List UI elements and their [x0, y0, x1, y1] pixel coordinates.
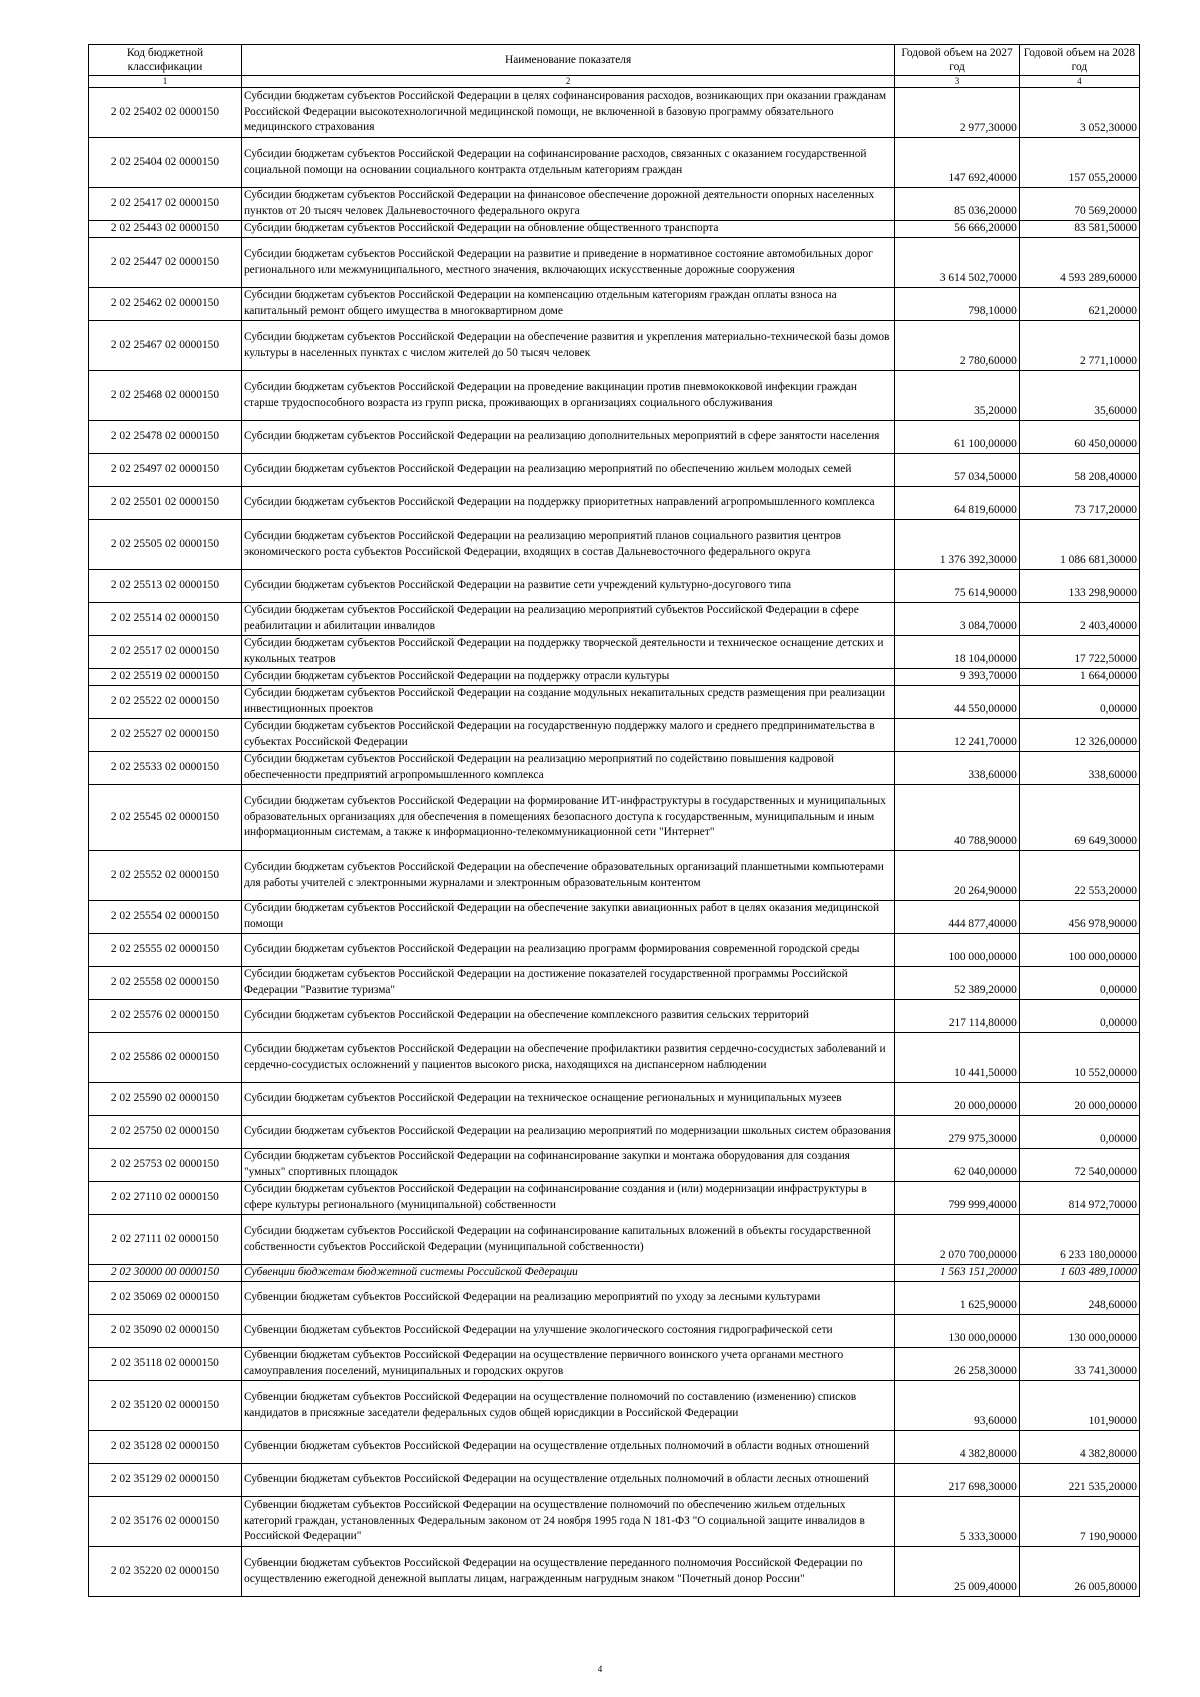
value-2027: 798,10000	[895, 288, 1020, 321]
indicator-name: Субвенции бюджетам субъектов Российской Федерации на улучшение экологического состояния гидрографической сети	[241, 1315, 894, 1348]
header-name: Наименование показателя	[241, 45, 894, 76]
budget-code: 2 02 25753 02 0000150	[89, 1149, 242, 1182]
budget-code: 2 02 30000 00 0000150	[89, 1265, 242, 1282]
value-2028: 10 552,00000	[1019, 1033, 1139, 1083]
value-2028: 73 717,20000	[1019, 487, 1139, 520]
column-number: 4	[1019, 76, 1139, 88]
budget-code: 2 02 25467 02 0000150	[89, 321, 242, 371]
table-row	[89, 1116, 1140, 1149]
budget-code: 2 02 25586 02 0000150	[89, 1033, 242, 1083]
budget-code: 2 02 25552 02 0000150	[89, 851, 242, 901]
value-2027: 1 376 392,30000	[895, 520, 1020, 570]
value-2028: 2 771,10000	[1019, 321, 1139, 371]
value-2027: 85 036,20000	[895, 188, 1020, 221]
budget-code: 2 02 25404 02 0000150	[89, 138, 242, 188]
table-row	[89, 454, 1140, 487]
value-2027: 2 780,60000	[895, 321, 1020, 371]
indicator-name: Субсидии бюджетам субъектов Российской Федерации на обновление общественного транспорта	[241, 221, 894, 238]
budget-code: 2 02 25468 02 0000150	[89, 371, 242, 421]
table-row	[89, 851, 1140, 901]
value-2027: 52 389,20000	[895, 967, 1020, 1000]
indicator-name: Субсидии бюджетам субъектов Российской Федерации на реализацию мероприятий по содействию повышения кадровой обеспеченности предприятий агропромышленного комплекса	[241, 752, 894, 785]
value-2027: 57 034,50000	[895, 454, 1020, 487]
value-2027: 338,60000	[895, 752, 1020, 785]
value-2027: 147 692,40000	[895, 138, 1020, 188]
table-row	[89, 570, 1140, 603]
table-row	[89, 636, 1140, 669]
value-2028: 101,90000	[1019, 1381, 1139, 1431]
value-2028: 221 535,20000	[1019, 1464, 1139, 1497]
indicator-name: Субсидии бюджетам субъектов Российской Федерации на реализацию дополнительных мероприятий в сфере занятости населения	[241, 421, 894, 454]
value-2027: 1 563 151,20000	[895, 1265, 1020, 1282]
value-2027: 25 009,40000	[895, 1547, 1020, 1597]
budget-code: 2 02 35128 02 0000150	[89, 1431, 242, 1464]
value-2027: 44 550,00000	[895, 686, 1020, 719]
indicator-name: Субсидии бюджетам субъектов Российской Федерации на поддержку отрасли культуры	[241, 669, 894, 686]
indicator-name: Субсидии бюджетам субъектов Российской Федерации на реализацию программ формирования современной городской среды	[241, 934, 894, 967]
page-number: 4	[597, 1664, 603, 1674]
value-2027: 799 999,40000	[895, 1182, 1020, 1215]
value-2028: 100 000,00000	[1019, 934, 1139, 967]
value-2028: 456 978,90000	[1019, 901, 1139, 934]
table-row	[89, 901, 1140, 934]
indicator-name: Субсидии бюджетам субъектов Российской Федерации на обеспечение развития и укрепления материально-технической базы домов культуры в населенных пунктах с числом жителей до 50 тысяч человек	[241, 321, 894, 371]
column-number: 2	[241, 76, 894, 88]
value-2028: 60 450,00000	[1019, 421, 1139, 454]
table-row	[89, 1431, 1140, 1464]
budget-code: 2 02 35118 02 0000150	[89, 1348, 242, 1381]
budget-code: 2 02 25533 02 0000150	[89, 752, 242, 785]
value-2028: 0,00000	[1019, 1116, 1139, 1149]
value-2028: 814 972,70000	[1019, 1182, 1139, 1215]
budget-code: 2 02 35090 02 0000150	[89, 1315, 242, 1348]
header-2028: Годовой объем на 2028 год	[1019, 45, 1139, 76]
value-2028: 0,00000	[1019, 686, 1139, 719]
budget-code: 2 02 25447 02 0000150	[89, 238, 242, 288]
indicator-name: Субсидии бюджетам субъектов Российской Федерации в целях софинансирования расходов, возникающих при оказании гражданам Российской Федерации высокотехнологичной медицинской помощи, не включенной в базовую программу обязательного медицинского страхования	[241, 88, 894, 138]
indicator-name: Субвенции бюджетам субъектов Российской Федерации на осуществление отдельных полномочий в области водных отношений	[241, 1431, 894, 1464]
column-number: 1	[89, 76, 242, 88]
value-2027: 3 084,70000	[895, 603, 1020, 636]
value-2028: 157 055,20000	[1019, 138, 1139, 188]
table-row	[89, 669, 1140, 686]
header-2027: Годовой объем на 2027 год	[895, 45, 1020, 76]
table-row	[89, 1547, 1140, 1597]
value-2028: 12 326,00000	[1019, 719, 1139, 752]
header-code: Код бюджетной классификации	[89, 45, 242, 76]
indicator-name: Субвенции бюджетам субъектов Российской Федерации на осуществление переданного полномочия Российской Федерации по осуществлению ежегодной денежной выплаты лицам, награжденным нагрудным знаком "Почетный донор России"	[241, 1547, 894, 1597]
budget-code: 2 02 25497 02 0000150	[89, 454, 242, 487]
value-2027: 20 000,00000	[895, 1083, 1020, 1116]
value-2028: 22 553,20000	[1019, 851, 1139, 901]
value-2028: 33 741,30000	[1019, 1348, 1139, 1381]
table-row	[89, 1497, 1140, 1547]
table-row	[89, 520, 1140, 570]
budget-code: 2 02 25558 02 0000150	[89, 967, 242, 1000]
table-row	[89, 1000, 1140, 1033]
indicator-name: Субсидии бюджетам субъектов Российской Федерации на софинансирование создания и (или) модернизации инфраструктуры в сфере культуры регионального (муниципальной) собственности	[241, 1182, 894, 1215]
value-2027: 217 698,30000	[895, 1464, 1020, 1497]
value-2027: 61 100,00000	[895, 421, 1020, 454]
table-row	[89, 221, 1140, 238]
value-2028: 3 052,30000	[1019, 88, 1139, 138]
indicator-name: Субсидии бюджетам субъектов Российской Федерации на формирование ИТ-инфраструктуры в государственных и муниципальных образовательных организациях для обеспечения в помещениях безопасного доступа к государственным, муниципальным и иным информационным системам, а также к информационно-телекоммуникационной сети "Интернет"	[241, 785, 894, 851]
indicator-name: Субвенции бюджетам субъектов Российской Федерации на осуществление первичного воинского учета органами местного самоуправления поселений, муниципальных и городских округов	[241, 1348, 894, 1381]
value-2027: 12 241,70000	[895, 719, 1020, 752]
value-2027: 444 877,40000	[895, 901, 1020, 934]
budget-code: 2 02 35120 02 0000150	[89, 1381, 242, 1431]
budget-code: 2 02 25501 02 0000150	[89, 487, 242, 520]
indicator-name: Субсидии бюджетам субъектов Российской Федерации на финансовое обеспечение дорожной деятельности опорных населенных пунктов от 20 тысяч человек Дальневосточного федерального округа	[241, 188, 894, 221]
value-2028: 4 593 289,60000	[1019, 238, 1139, 288]
budget-page	[88, 44, 1140, 1597]
value-2027: 64 819,60000	[895, 487, 1020, 520]
table-header-row	[89, 45, 1140, 76]
indicator-name: Субсидии бюджетам субъектов Российской Федерации на обеспечение закупки авиационных работ в целях оказания медицинской помощи	[241, 901, 894, 934]
indicator-name: Субсидии бюджетам субъектов Российской Федерации на создание модульных некапитальных средств размещения при реализации инвестиционных проектов	[241, 686, 894, 719]
budget-code: 2 02 27110 02 0000150	[89, 1182, 242, 1215]
table-row	[89, 288, 1140, 321]
table-row	[89, 967, 1140, 1000]
budget-code: 2 02 25443 02 0000150	[89, 221, 242, 238]
value-2027: 2 070 700,00000	[895, 1215, 1020, 1265]
budget-code: 2 02 25555 02 0000150	[89, 934, 242, 967]
value-2028: 621,20000	[1019, 288, 1139, 321]
table-row	[89, 686, 1140, 719]
subtotal-row	[89, 1265, 1140, 1282]
value-2027: 26 258,30000	[895, 1348, 1020, 1381]
table-row	[89, 1182, 1140, 1215]
table-row	[89, 752, 1140, 785]
budget-code: 2 02 25417 02 0000150	[89, 188, 242, 221]
value-2027: 4 382,80000	[895, 1431, 1020, 1464]
indicator-name: Субсидии бюджетам субъектов Российской Федерации на реализацию мероприятий по обеспечению жильем молодых семей	[241, 454, 894, 487]
value-2027: 279 975,30000	[895, 1116, 1020, 1149]
indicator-name: Субсидии бюджетам субъектов Российской Федерации на поддержку приоритетных направлений агропромышленного комплекса	[241, 487, 894, 520]
indicator-name: Субсидии бюджетам субъектов Российской Федерации на проведение вакцинации против пневмококковой инфекции граждан старше трудоспособного возраста из групп риска, проживающих в организациях социального обслуживания	[241, 371, 894, 421]
value-2028: 20 000,00000	[1019, 1083, 1139, 1116]
budget-code: 2 02 25522 02 0000150	[89, 686, 242, 719]
budget-code: 2 02 25576 02 0000150	[89, 1000, 242, 1033]
indicator-name: Субсидии бюджетам субъектов Российской Федерации на развитие и приведение в нормативное состояние автомобильных дорог регионального или межмуниципального, местного значения, включающих искусственные дорожные сооружения	[241, 238, 894, 288]
indicator-name: Субсидии бюджетам субъектов Российской Федерации на софинансирование закупки и монтажа оборудования для создания "умных" спортивных площадок	[241, 1149, 894, 1182]
indicator-name: Субвенции бюджетам субъектов Российской Федерации на осуществление отдельных полномочий в области лесных отношений	[241, 1464, 894, 1497]
value-2028: 83 581,50000	[1019, 221, 1139, 238]
budget-code: 2 02 35129 02 0000150	[89, 1464, 242, 1497]
indicator-name: Субвенции бюджетам субъектов Российской Федерации на осуществление полномочий по обеспечению жильем отдельных категорий граждан, установленных Федеральным законом от 24 ноября 1995 года N 181-ФЗ "О социальной защите инвалидов в Российской Федерации"	[241, 1497, 894, 1547]
budget-table	[88, 44, 1140, 1597]
value-2027: 5 333,30000	[895, 1497, 1020, 1547]
table-row	[89, 421, 1140, 454]
value-2027: 75 614,90000	[895, 570, 1020, 603]
value-2027: 3 614 502,70000	[895, 238, 1020, 288]
value-2027: 2 977,30000	[895, 88, 1020, 138]
value-2028: 26 005,80000	[1019, 1547, 1139, 1597]
indicator-name: Субсидии бюджетам субъектов Российской Федерации на развитие сети учреждений культурно-досугового типа	[241, 570, 894, 603]
value-2028: 2 403,40000	[1019, 603, 1139, 636]
value-2027: 9 393,70000	[895, 669, 1020, 686]
table-row	[89, 88, 1140, 138]
budget-code: 2 02 25545 02 0000150	[89, 785, 242, 851]
budget-code: 2 02 25750 02 0000150	[89, 1116, 242, 1149]
table-row	[89, 238, 1140, 288]
value-2027: 40 788,90000	[895, 785, 1020, 851]
value-2028: 69 649,30000	[1019, 785, 1139, 851]
value-2028: 4 382,80000	[1019, 1431, 1139, 1464]
indicator-name: Субсидии бюджетам субъектов Российской Федерации на компенсацию отдельным категориям граждан оплаты взноса на капитальный ремонт общего имущества в многоквартирном доме	[241, 288, 894, 321]
value-2027: 100 000,00000	[895, 934, 1020, 967]
value-2027: 1 625,90000	[895, 1282, 1020, 1315]
value-2027: 217 114,80000	[895, 1000, 1020, 1033]
indicator-name: Субвенции бюджетам субъектов Российской Федерации на осуществление полномочий по составлению (изменению) списков кандидатов в присяжные заседатели федеральных судов общей юрисдикции в Российской Федерации	[241, 1381, 894, 1431]
value-2028: 17 722,50000	[1019, 636, 1139, 669]
indicator-name: Субсидии бюджетам субъектов Российской Федерации на достижение показателей государственной программы Российской Федерации "Развитие туризма"	[241, 967, 894, 1000]
budget-code: 2 02 25462 02 0000150	[89, 288, 242, 321]
value-2028: 0,00000	[1019, 1000, 1139, 1033]
value-2028: 70 569,20000	[1019, 188, 1139, 221]
indicator-name: Субсидии бюджетам субъектов Российской Федерации на реализацию мероприятий по модернизации школьных систем образования	[241, 1116, 894, 1149]
indicator-name: Субсидии бюджетам субъектов Российской Федерации на техническое оснащение региональных и муниципальных музеев	[241, 1083, 894, 1116]
table-row	[89, 1348, 1140, 1381]
value-2028: 0,00000	[1019, 967, 1139, 1000]
budget-code: 2 02 25527 02 0000150	[89, 719, 242, 752]
table-row	[89, 138, 1140, 188]
table-row	[89, 188, 1140, 221]
budget-code: 2 02 35176 02 0000150	[89, 1497, 242, 1547]
table-row	[89, 1282, 1140, 1315]
indicator-name: Субсидии бюджетам субъектов Российской Федерации на поддержку творческой деятельности и техническое оснащение детских и кукольных театров	[241, 636, 894, 669]
indicator-name: Субвенции бюджетам бюджетной системы Российской Федерации	[241, 1265, 894, 1282]
budget-code: 2 02 25505 02 0000150	[89, 520, 242, 570]
value-2028: 7 190,90000	[1019, 1497, 1139, 1547]
table-row	[89, 934, 1140, 967]
table-row	[89, 1215, 1140, 1265]
budget-code: 2 02 27111 02 0000150	[89, 1215, 242, 1265]
budget-code: 2 02 25402 02 0000150	[89, 88, 242, 138]
value-2027: 35,20000	[895, 371, 1020, 421]
table-row	[89, 1464, 1140, 1497]
value-2027: 20 264,90000	[895, 851, 1020, 901]
indicator-name: Субсидии бюджетам субъектов Российской Федерации на реализацию мероприятий планов социального развития центров экономического роста субъектов Российской Федерации, входящих в состав Дальневосточного федерального округа	[241, 520, 894, 570]
value-2028: 338,60000	[1019, 752, 1139, 785]
value-2028: 133 298,90000	[1019, 570, 1139, 603]
value-2028: 130 000,00000	[1019, 1315, 1139, 1348]
table-row	[89, 603, 1140, 636]
budget-code: 2 02 25513 02 0000150	[89, 570, 242, 603]
indicator-name: Субсидии бюджетам субъектов Российской Федерации на обеспечение комплексного развития сельских территорий	[241, 1000, 894, 1033]
value-2028: 6 233 180,00000	[1019, 1215, 1139, 1265]
value-2028: 1 603 489,10000	[1019, 1265, 1139, 1282]
table-row	[89, 785, 1140, 851]
budget-code: 2 02 35220 02 0000150	[89, 1547, 242, 1597]
table-row	[89, 371, 1140, 421]
budget-code: 2 02 25590 02 0000150	[89, 1083, 242, 1116]
value-2027: 10 441,50000	[895, 1033, 1020, 1083]
indicator-name: Субсидии бюджетам субъектов Российской Федерации на государственную поддержку малого и среднего предпринимательства в субъектах Российской Федерации	[241, 719, 894, 752]
budget-code: 2 02 25514 02 0000150	[89, 603, 242, 636]
indicator-name: Субсидии бюджетам субъектов Российской Федерации на обеспечение профилактики развития сердечно-сосудистых заболеваний и сердечно-сосудистых осложнений у пациентов высокого риска, находящихся на диспансерном наблюдении	[241, 1033, 894, 1083]
table-row	[89, 487, 1140, 520]
table-row	[89, 321, 1140, 371]
table-row	[89, 1033, 1140, 1083]
value-2028: 1 664,00000	[1019, 669, 1139, 686]
indicator-name: Субсидии бюджетам субъектов Российской Федерации на обеспечение образовательных организаций планшетными компьютерами для работы учителей с электронными журналами и электронным образовательным контентом	[241, 851, 894, 901]
value-2028: 1 086 681,30000	[1019, 520, 1139, 570]
indicator-name: Субвенции бюджетам субъектов Российской Федерации на реализацию мероприятий по уходу за лесными культурами	[241, 1282, 894, 1315]
table-row	[89, 1083, 1140, 1116]
indicator-name: Субсидии бюджетам субъектов Российской Федерации на софинансирование расходов, связанных с оказанием государственной социальной помощи на основании социального контракта отдельным категориям граждан	[241, 138, 894, 188]
table-row	[89, 1149, 1140, 1182]
column-number: 3	[895, 76, 1020, 88]
table-row	[89, 1315, 1140, 1348]
value-2027: 130 000,00000	[895, 1315, 1020, 1348]
value-2028: 72 540,00000	[1019, 1149, 1139, 1182]
value-2028: 248,60000	[1019, 1282, 1139, 1315]
indicator-name: Субсидии бюджетам субъектов Российской Федерации на софинансирование капитальных вложений в объекты государственной собственности субъектов Российской Федерации (муниципальной собственности)	[241, 1215, 894, 1265]
column-number-row	[89, 76, 1140, 88]
indicator-name: Субсидии бюджетам субъектов Российской Федерации на реализацию мероприятий субъектов Российской Федерации в сфере реабилитации и абилитации инвалидов	[241, 603, 894, 636]
table-row	[89, 719, 1140, 752]
table-row	[89, 1381, 1140, 1431]
budget-code: 2 02 25517 02 0000150	[89, 636, 242, 669]
value-2028: 58 208,40000	[1019, 454, 1139, 487]
budget-code: 2 02 25554 02 0000150	[89, 901, 242, 934]
budget-code: 2 02 35069 02 0000150	[89, 1282, 242, 1315]
budget-code: 2 02 25478 02 0000150	[89, 421, 242, 454]
value-2028: 35,60000	[1019, 371, 1139, 421]
value-2027: 62 040,00000	[895, 1149, 1020, 1182]
value-2027: 56 666,20000	[895, 221, 1020, 238]
budget-code: 2 02 25519 02 0000150	[89, 669, 242, 686]
value-2027: 93,60000	[895, 1381, 1020, 1431]
value-2027: 18 104,00000	[895, 636, 1020, 669]
